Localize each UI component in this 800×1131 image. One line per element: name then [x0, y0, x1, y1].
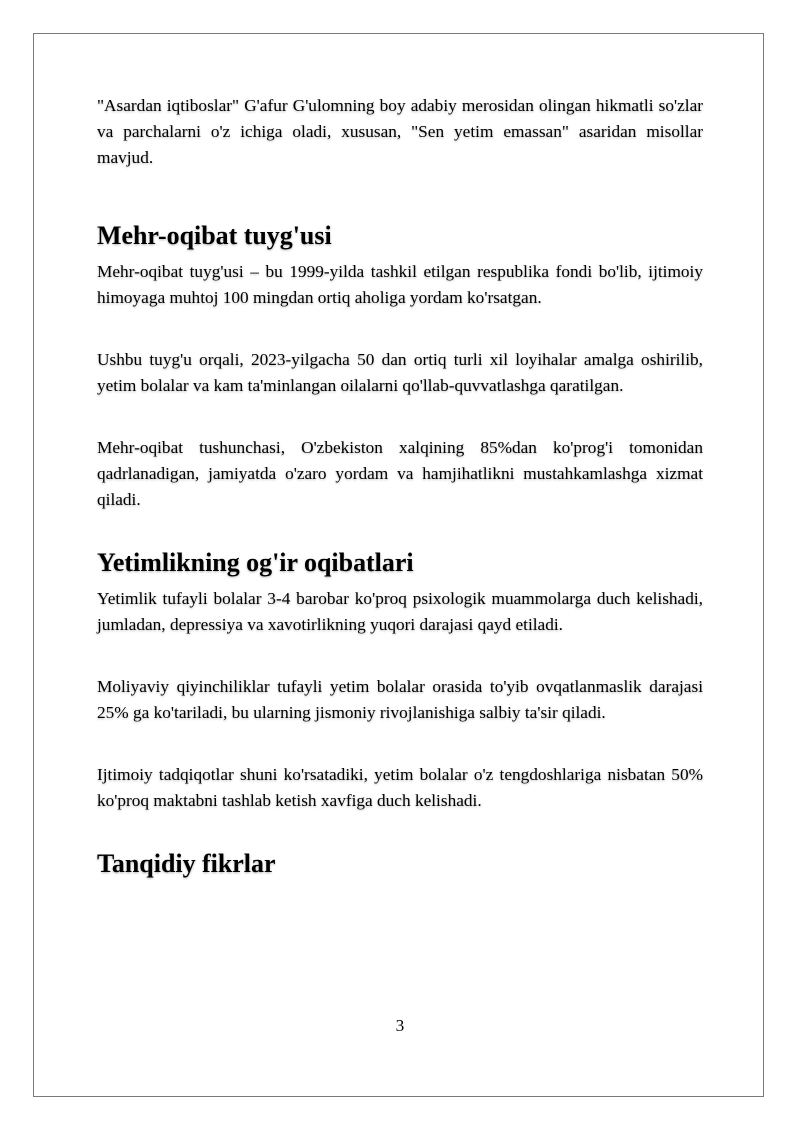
heading-mehr-oqibat: Mehr-oqibat tuyg'usi — [97, 221, 332, 250]
paragraph-malnutrition: Moliyaviy qiyinchiliklar tufayli yetim bolalar orasida to'yib ovqatlanmaslik darajasi 25% ga ko'tariladi, bu ularning jismoniy rivojlanishiga salbiy ta'sir qiladi. — [97, 677, 703, 722]
paragraph-fund-concept: Mehr-oqibat tushunchasi, O'zbekiston xalqining 85%dan ko'prog'i tomonidan qadrlanadigan, jamiyatda o'zaro yordam va hamjihatlikni mustahkamlashga xizmat qiladi. — [97, 438, 703, 509]
paragraph-fund-projects: Ushbu tuyg'u orqali, 2023-yilgacha 50 dan ortiq turli xil loyihalar amalga oshirilib, yetim bolalar va kam ta'minlangan oilalarni qo'llab-quvvatlashga qaratilgan. — [97, 350, 703, 395]
heading-orphanhood-consequences: Yetimlikning og'ir oqibatlari — [97, 548, 414, 577]
paragraph-school-dropout: Ijtimoiy tadqiqotlar shuni ko'rsatadiki, yetim bolalar o'z tengdoshlariga nisbatan 50% ko'proq maktabni tashlab ketish xavfiga duch kelishadi. — [97, 765, 703, 810]
page-content — [97, 93, 703, 877]
paragraph-fund-history: Mehr-oqibat tuyg'usi – bu 1999-yilda tashkil etilgan respublika fondi bo'lib, ijtimoiy himoyaga muhtoj 100 mingdan ortiq aholiga yordam ko'rsatgan. — [97, 262, 703, 307]
paragraph-quotes-intro: "Asardan iqtiboslar" G'afur G'ulomning boy adabiy merosidan olingan hikmatli so'zlar va parchalarni o'z ichiga oladi, xususan, "Sen yetim emassan" asaridan misollar mavjud. — [97, 96, 703, 167]
heading-critical-thoughts: Tanqidiy fikrlar — [97, 849, 276, 878]
paragraph-psychological-problems: Yetimlik tufayli bolalar 3-4 barobar ko'proq psixologik muammolarga duch kelishadi, jumladan, depressiya va xavotirlikning yuqori darajasi qayd etiladi. — [97, 589, 703, 634]
page-number: 3 — [395, 1016, 405, 1035]
